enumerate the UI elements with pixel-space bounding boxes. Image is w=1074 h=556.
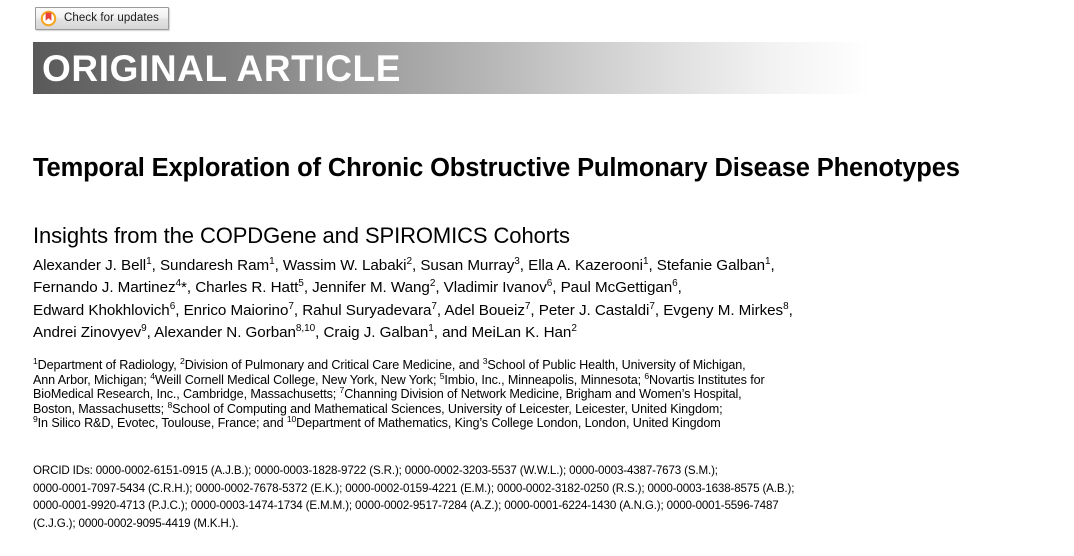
check-for-updates-badge[interactable]	[35, 7, 169, 32]
author-line: Alexander J. Bell$^1$, Sundaresh Ram$^1$, Wassim W. Labaki$^2$, Susan Murray$^3$, Ella A. Kazerooni$^1$, Stefanie Galban$^1$,	[33, 255, 775, 274]
orcid-line: 0000-0001-7097-5434 (C.R.H.); 0000-0002-7678-5372 (E.K.); 0000-0002-0159-4221 (E.M.); 0000-0002-3182-0250 (R.S.); 0000-0003-1638-8575 (A.B.);	[33, 481, 795, 495]
orcid-line: (C.J.G.); 0000-0002-9095-4419 (M.K.H.).	[33, 516, 239, 530]
author-line: Edward Khokhlovich$^6$, Enrico Maiorino$^7$, Rahul Suryadevara$^7$, Adel Boueiz$^7$, Peter J. Castaldi$^7$, Evgeny M. Mirkes$^8$,	[33, 300, 793, 319]
orcid-id-list	[33, 462, 1053, 532]
affiliation-line: $^9$In Silico R&D, Evotec, Toulouse, France; and $^{10}$Department of Mathematics, King’s College London, London, United Kingdom	[33, 414, 721, 431]
author-list	[33, 255, 1045, 344]
check-for-updates-label: Check for updates	[64, 12, 160, 24]
author-line: Andrei Zinovyev$^9$, Alexander N. Gorban$^{8,10}$, Craig J. Galban$^1$, and MeiLan K. Han$^2$	[33, 322, 577, 341]
author-line: Fernando J. Martinez$^4$*, Charles R. Hatt$^5$, Jennifer M. Wang$^2$, Vladimir Ivanov$^6$, Paul McGettigan$^6$,	[33, 278, 682, 297]
check-for-updates-button[interactable]	[35, 7, 169, 30]
affiliation-line: Ann Arbor, Michigan; $^4$Weill Cornell Medical College, New York, New York; $^5$Imbio, Inc., Minneapolis, Minnesota; $^6$Novartis Institutes for	[33, 370, 765, 387]
affiliation-line: $^1$Department of Radiology, $^2$Division of Pulmonary and Critical Care Medicine, and $^3$School of Public Health, University of Michigan,	[33, 355, 746, 372]
affiliation-line: BioMedical Research, Inc., Cambridge, Massachusetts; $^7$Channing Division of Network Medicine, Brigham and Women’s Hospital,	[33, 385, 742, 402]
affiliation-list	[33, 355, 1051, 431]
original-article-label: ORIGINAL ARTICLE	[42, 47, 402, 89]
crossmark-check-for-updates-icon	[40, 10, 57, 27]
orcid-line: ORCID IDs: 0000-0002-6151-0915 (A.J.B.); 0000-0003-1828-9722 (S.R.); 0000-0002-3203-5537 (W.W.L.); 0000-0003-4387-7673 (S.M.);	[33, 464, 718, 477]
affiliation-line: Boston, Massachusetts; $^8$School of Computing and Mathematical Sciences, University of Leicester, Leicester, United Kingdom;	[33, 399, 723, 416]
original-article-banner	[33, 42, 871, 94]
page-subtitle: Insights from the COPDGene and SPIROMICS Cohorts	[33, 223, 570, 249]
page-title: Temporal Exploration of Chronic Obstructive Pulmonary Disease Phenotypes	[33, 154, 960, 183]
orcid-line: 0000-0001-9920-4713 (P.J.C.); 0000-0003-1474-1734 (E.M.M.); 0000-0002-9517-7284 (A.Z.); 0000-0001-6224-1430 (A.N.G.); 0000-0001-5596-7487	[33, 499, 779, 513]
